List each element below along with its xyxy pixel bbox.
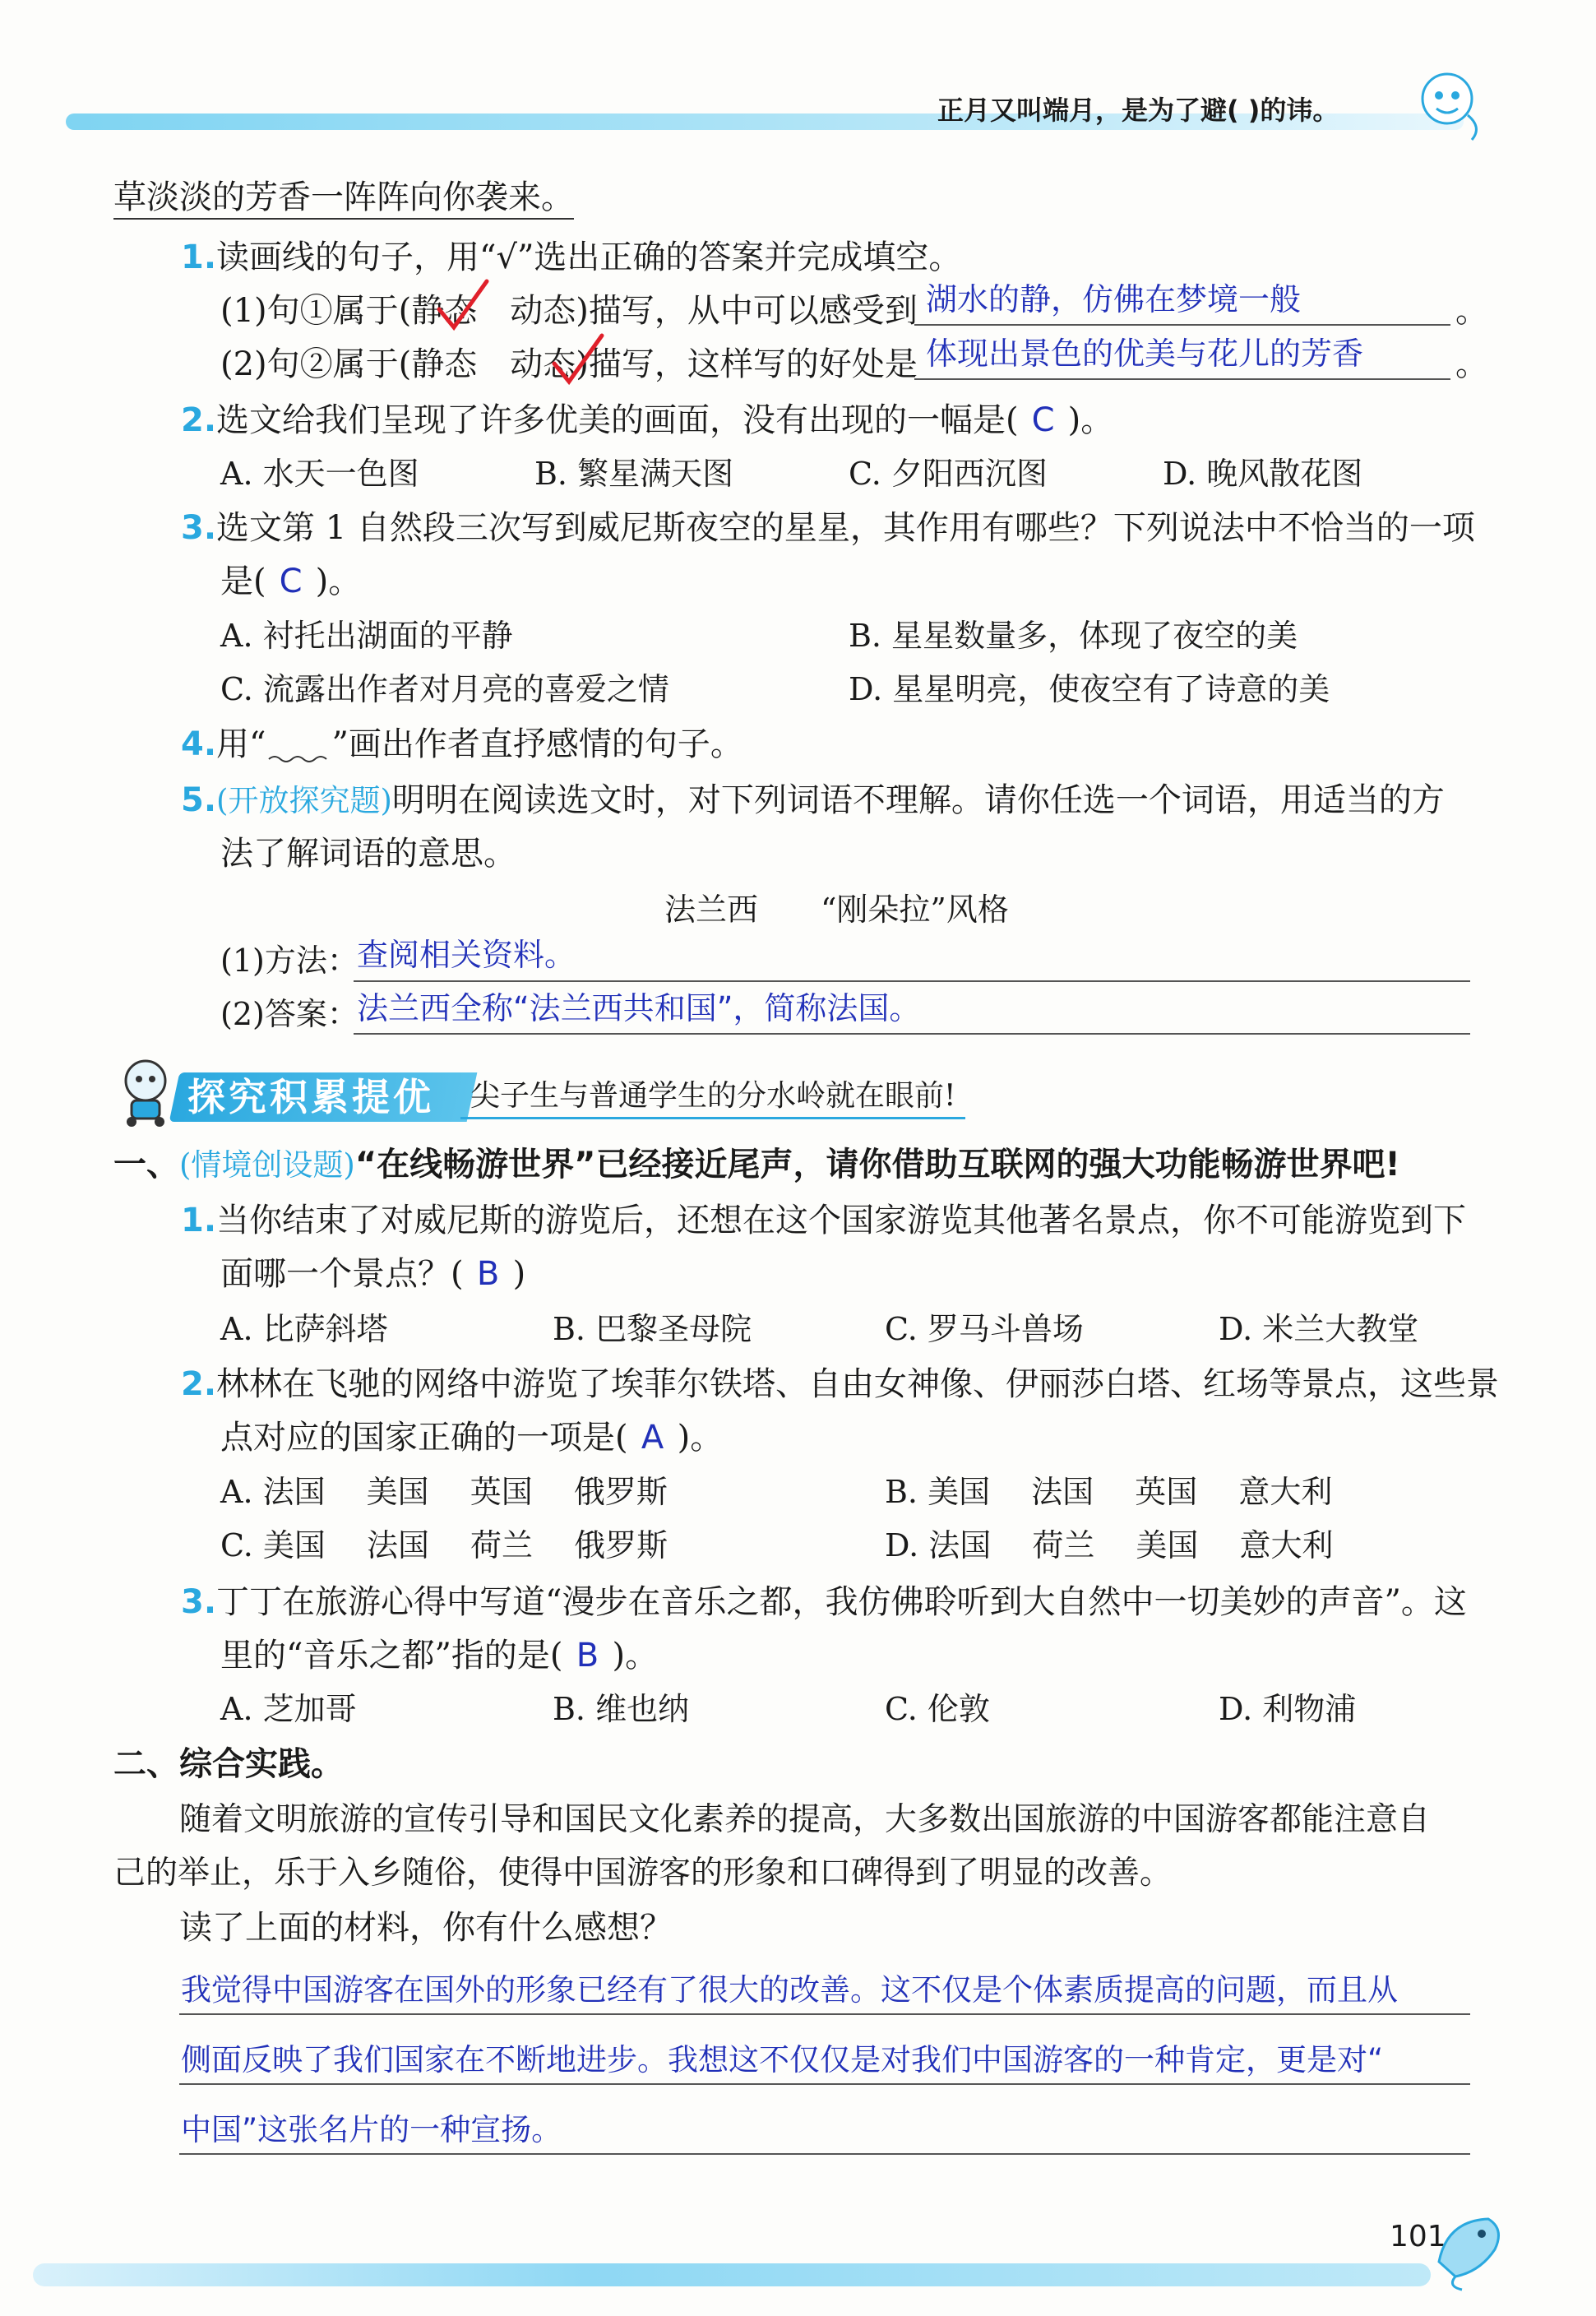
- period: 。: [1455, 292, 1488, 330]
- checkmark-icon: [434, 276, 492, 337]
- part2-paragraph-line2: 己的举止，乐于入乡随俗，使得中国游客的形象和口碑得到了明显的改善。: [113, 1855, 1173, 1892]
- reading-q5-answer-answer: 法兰西全称“法兰西共和国”，简称法国。: [357, 990, 921, 1026]
- section-banner-title: 探究积累提优: [187, 1075, 434, 1119]
- part1-q1-option-d: D. 米兰大教堂: [1219, 1311, 1419, 1347]
- part1-q1-stem-line1: 1.当你结束了对威尼斯的游览后，还想在这个国家游览其他著名景点，你不可能游览到下: [181, 1202, 1467, 1239]
- reading-q5-method-answer: 查阅相关资料。: [357, 937, 576, 973]
- reading-q3-option-a: A. 衬托出湖面的平静: [220, 618, 513, 654]
- section-slogan: 尖子生与普通学生的分水岭就在眼前!: [460, 1076, 965, 1119]
- part2-answer-rule1: [179, 2013, 1470, 2015]
- part1-q1-stem-line2: 面哪一个景点？( B ): [220, 1255, 526, 1293]
- reading-q2-stem: 2.选文给我们呈现了许多优美的画面，没有出现的一幅是( C )。: [181, 401, 1114, 439]
- reading-q3-stem-line2: 是( C )。: [220, 563, 362, 600]
- part2-answer-rule3: [179, 2153, 1470, 2155]
- reading-q3-option-c: C. 流露出作者对月亮的喜爱之情: [220, 671, 669, 707]
- part1-q3-option-b: B. 维也纳: [553, 1691, 690, 1727]
- part1-q1-option-c: C. 罗马斗兽场: [885, 1311, 1084, 1347]
- header-tip: 正月又叫端月，是为了避( )的讳。: [937, 95, 1339, 126]
- reading-q5-words: 法兰西 “刚朵拉”风格: [664, 892, 1009, 928]
- part1-q2-stem-line1: 2.林林在飞驰的网络中游览了埃菲尔铁塔、自由女神像、伊丽莎白塔、红场等景点，这些景: [181, 1365, 1500, 1403]
- part1-q3-stem-line2: 里的“音乐之都”指的是( B )。: [220, 1637, 659, 1674]
- reading-q3-stem-line1: 3.选文第 1 自然段三次写到威尼斯夜空的星星，其作用有哪些？下列说法中不恰当的一项: [181, 509, 1475, 547]
- part2-answer-line2: 侧面反映了我们国家在不断地进步。我想这不仅仅是对我们中国游客的一种肯定，更是对“: [181, 2042, 1384, 2077]
- part2-prompt: 读了上面的材料，你有什么感想？: [179, 1909, 673, 1947]
- reading-q1-sub1: (1)句①属于(静态 动态)描写，从中可以感受到: [220, 292, 918, 330]
- passage-tail: 草淡淡的芳香一阵阵向你袭来。: [113, 174, 574, 220]
- reading-q2-option-c: C. 夕阳西沉图: [849, 456, 1048, 492]
- page-number: 101: [1390, 2220, 1446, 2253]
- reading-q2-option-d: D. 晚风散花图: [1163, 456, 1363, 492]
- reading-q4-stem: 4.用“ ”画出作者直抒感情的句子。: [181, 725, 743, 763]
- reading-q1-sub2-answer: 体现出景色的优美与花儿的芳香: [926, 336, 1364, 372]
- reading-q5-stem-line1: 5.(开放探究题)明明在阅读选文时，对下列词语不理解。请你任选一个词语，用适当的方: [181, 781, 1445, 819]
- reading-q5-answer-blank: [354, 1033, 1470, 1035]
- reading-q3-option-d: D. 星星明亮，使夜空有了诗意的美: [849, 671, 1330, 707]
- part1-q2-stem-line2: 点对应的国家正确的一项是( A )。: [220, 1419, 724, 1457]
- reading-q2-option-a: A. 水天一色图: [220, 456, 419, 492]
- part1-q2-option-a: A. 法国 美国 英国 俄罗斯: [220, 1474, 668, 1510]
- part1-q3-option-a: A. 芝加哥: [220, 1691, 357, 1727]
- reading-q5-method-label: (1)方法：: [220, 943, 359, 979]
- part1-q3-option-c: C. 伦敦: [885, 1691, 990, 1727]
- reading-q1-sub2-blank: [914, 378, 1450, 380]
- reading-q5-stem-line2: 法了解词语的意思。: [220, 835, 516, 873]
- part2-answer-rule2: [179, 2083, 1470, 2085]
- part2-answer-line1: 我觉得中国游客在国外的形象已经有了很大的改善。这不仅是个体素质提高的问题，而且从: [181, 1972, 1398, 2008]
- footer-band: [33, 2263, 1431, 2286]
- part2-answer-line3: 中国”这张名片的一种宣扬。: [181, 2112, 562, 2147]
- reading-q1-sub2: (2)句②属于(静态 动态)描写，这样写的好处是: [220, 345, 918, 383]
- reading-q3-option-b: B. 星星数量多，体现了夜空的美: [849, 618, 1298, 654]
- part2-heading: 二、综合实践。: [113, 1745, 344, 1783]
- period: 。: [1455, 345, 1488, 383]
- reading-q1-stem: 1.读画线的句子，用“√”选出正确的答案并完成填空。: [181, 239, 962, 276]
- part1-q1-option-a: A. 比萨斜塔: [220, 1311, 388, 1347]
- part1-q2-option-b: B. 美国 法国 英国 意大利: [885, 1474, 1333, 1510]
- checkmark-icon: [549, 331, 607, 391]
- reading-q2-option-b: B. 繁星满天图: [534, 456, 734, 492]
- part1-q3-option-d: D. 利物浦: [1219, 1691, 1357, 1727]
- reading-q1-sub1-blank: [914, 324, 1450, 326]
- dolphin-icon: [1423, 2204, 1513, 2295]
- wavy-line-icon: [266, 730, 331, 763]
- monkey-mascot-icon: [1410, 66, 1484, 144]
- part1-q2-option-d: D. 法国 荷兰 美国 意大利: [885, 1527, 1334, 1563]
- part1-heading: 一、(情境创设题)“在线畅游世界”已经接近尾声，请你借助互联网的强大功能畅游世界吧!: [113, 1146, 1400, 1183]
- reading-q5-method-blank: [354, 980, 1470, 982]
- part1-q3-stem-line1: 3.丁丁在旅游心得中写道“漫步在音乐之都，我仿佛聆听到大自然中一切美妙的声音”。这: [181, 1583, 1467, 1621]
- reading-q1-sub1-answer: 湖水的静，仿佛在梦境一般: [926, 281, 1302, 317]
- part1-q1-option-b: B. 巴黎圣母院: [553, 1311, 752, 1347]
- part2-paragraph-line1: 随着文明旅游的宣传引导和国民文化素养的提高，大多数出国旅游的中国游客都能注意自: [179, 1801, 1431, 1838]
- part1-q2-option-c: C. 美国 法国 荷兰 俄罗斯: [220, 1527, 668, 1563]
- reading-q5-answer-label: (2)答案：: [220, 996, 359, 1032]
